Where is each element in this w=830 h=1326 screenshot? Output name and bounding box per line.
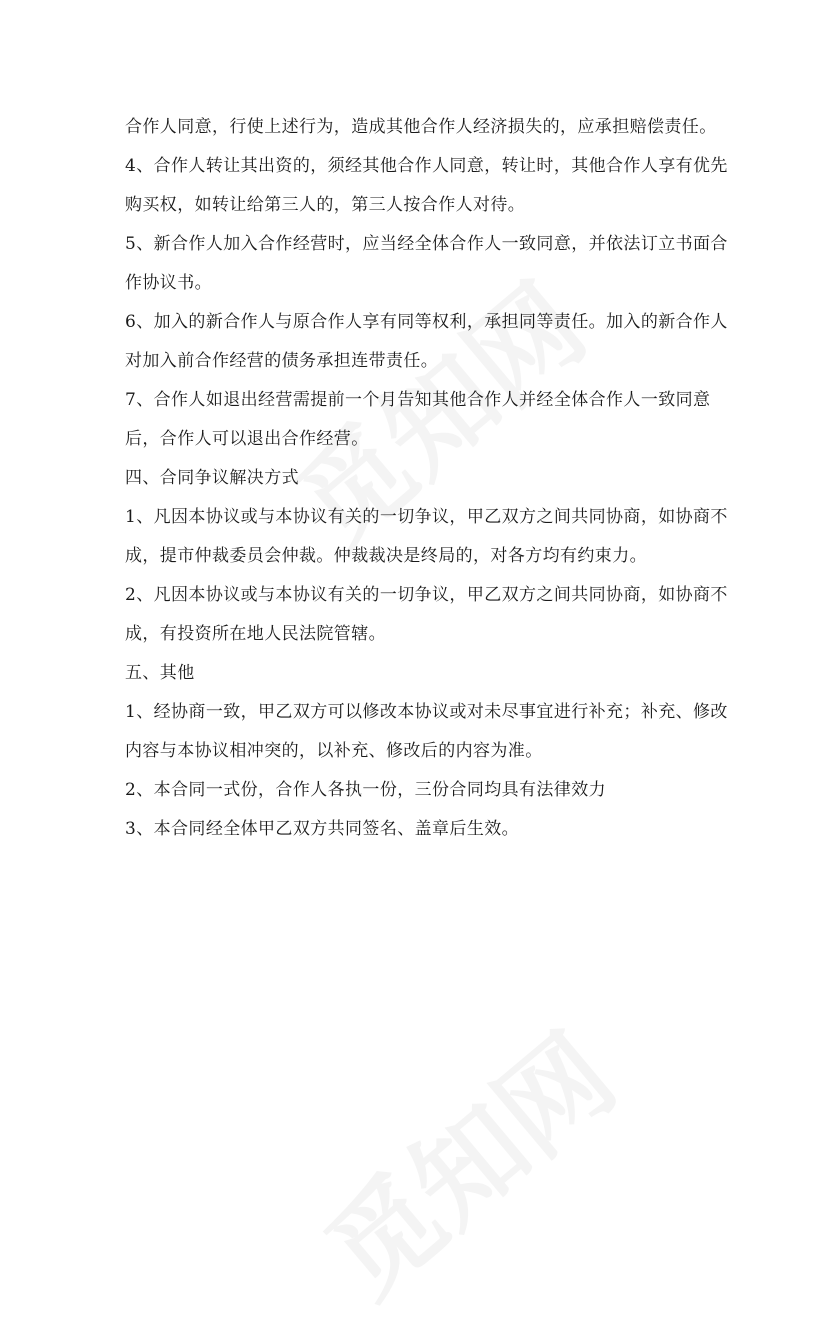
section-heading: 四、合同争议解决方式: [125, 468, 299, 488]
body-line: 2、本合同一式份，合作人各执一份，三份合同均具有法律效力: [125, 780, 607, 800]
body-line: 成，提市仲裁委员会仲裁。仲裁裁决是终局的，对各方均有约束力。: [125, 546, 647, 566]
body-line: 2、凡因本协议或与本协议有关的一切争议，甲乙双方之间共同协商，如协商不: [125, 585, 728, 605]
body-line: 3、本合同经全体甲乙双方共同签名、盖章后生效。: [125, 819, 520, 839]
section-heading: 五、其他: [125, 663, 195, 683]
body-line: 7、合作人如退出经营需提前一个月告知其他合作人并经全体合作人一致同意: [125, 390, 711, 410]
body-line: 成，有投资所在地人民法院管辖。: [125, 624, 386, 644]
body-line: 购买权，如转让给第三人的，第三人按合作人对待。: [125, 195, 526, 215]
body-line: 4、合作人转让其出资的，须经其他合作人同意，转让时，其他合作人享有优先: [125, 156, 728, 176]
watermark-bottom: [288, 992, 642, 1325]
body-line: 内容与本协议相冲突的，以补充、修改后的内容为准。: [125, 741, 543, 761]
body-line: 对加入前合作经营的债务承担连带责任。: [125, 351, 439, 371]
body-line: 1、凡因本协议或与本协议有关的一切争议，甲乙双方之间共同协商，如协商不: [125, 507, 728, 527]
body-line: 后，合作人可以退出合作经营。: [125, 429, 369, 449]
body-line: 1、经协商一致，甲乙双方可以修改本协议或对未尽事宜进行补充；补充、修改: [125, 702, 728, 722]
body-line: 6、加入的新合作人与原合作人享有同等权利，承担同等责任。加入的新合作人: [125, 312, 728, 332]
body-line: 5、新合作人加入合作经营时，应当经全体合作人一致同意，并依法订立书面合: [125, 234, 728, 254]
body-line: 合作人同意，行使上述行为，造成其他合作人经济损失的，应承担赔偿责任。: [125, 117, 717, 137]
body-line: 作协议书。: [125, 273, 212, 293]
